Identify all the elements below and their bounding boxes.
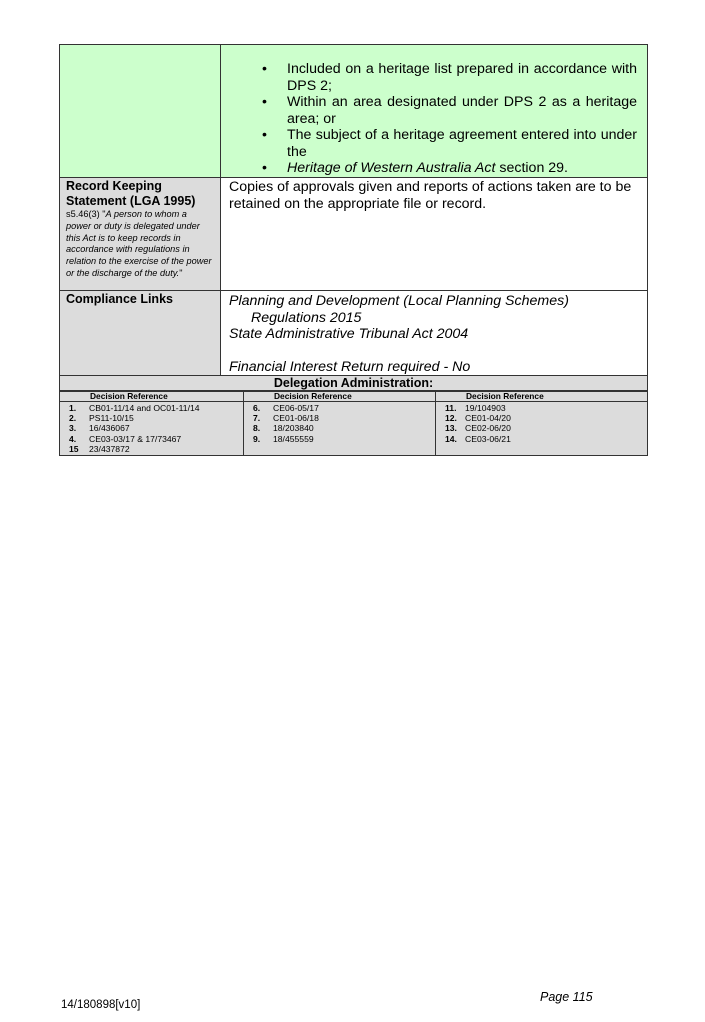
record-keeping-heading: Record Keeping Statement (LGA 1995) bbox=[66, 179, 196, 208]
reference-row bbox=[436, 413, 647, 423]
act-name: Heritage of Western Australia Act bbox=[287, 160, 496, 176]
reference-column-3 bbox=[436, 392, 648, 456]
reference-column-2 bbox=[244, 392, 436, 456]
bullet-item: • Heritage of Western Australia Act section 29. bbox=[262, 160, 568, 176]
record-keeping-section: s5.46(3) "A person to whom a power or duty is delegated under this Act is to keep records in accordance with regulations in relation to the exercise of the power or the discharge of the duty." bbox=[66, 209, 212, 278]
reference-row bbox=[436, 423, 647, 433]
bullet-icon: • bbox=[262, 160, 267, 176]
reference-number: 3. bbox=[69, 423, 77, 434]
bullet-icon: • bbox=[262, 127, 267, 143]
heritage-left-cell bbox=[60, 45, 221, 178]
bullet-icon: • bbox=[262, 94, 267, 110]
delegation-admin-heading: Delegation Administration: bbox=[59, 376, 648, 391]
heritage-bullet-list bbox=[221, 45, 647, 177]
reference-row bbox=[60, 413, 243, 423]
compliance-heading: Compliance Links bbox=[66, 292, 173, 306]
reference-number: 1. bbox=[69, 403, 77, 413]
reference-list bbox=[244, 402, 435, 445]
decision-reference-table bbox=[59, 391, 648, 456]
reference-value: CE01-06/18 bbox=[273, 413, 319, 424]
reference-number: 9. bbox=[253, 433, 261, 444]
reference-row bbox=[244, 423, 435, 433]
reference-row bbox=[244, 434, 435, 444]
reference-value: 16/436067 bbox=[89, 423, 130, 434]
reference-number: 4. bbox=[69, 433, 77, 444]
column-title: Decision Reference bbox=[244, 392, 435, 402]
reference-value: PS11-10/15 bbox=[89, 413, 134, 424]
reference-value: CB01-11/14 and OC01-11/14 bbox=[89, 403, 200, 413]
reference-number: 6. bbox=[253, 403, 261, 413]
reference-number: 7. bbox=[253, 413, 261, 424]
reference-list bbox=[436, 402, 647, 445]
reference-row bbox=[60, 434, 243, 444]
bullet-icon: • bbox=[262, 61, 267, 77]
reference-number: 14. bbox=[445, 433, 457, 444]
reference-row bbox=[244, 403, 435, 413]
record-keeping-label-cell bbox=[60, 178, 221, 291]
record-keeping-text: Copies of approvals given and reports of actions taken are to be retained on the appropriate file or record. bbox=[229, 179, 632, 212]
reference-number: 11. bbox=[445, 403, 457, 413]
reference-number: 13. bbox=[445, 423, 457, 434]
compliance-links: Planning and Development (Local Planning Schemes) Regulations 2015 State Administrative Tribunal Act 2004 Financial Interest Return required - No bbox=[229, 293, 569, 375]
heritage-bullets-cell bbox=[221, 45, 648, 178]
bullet-item: • The subject of a heritage agreement entered into under the bbox=[262, 127, 637, 160]
compliance-links-cell bbox=[221, 291, 648, 376]
reference-value: CE03-06/21 bbox=[465, 433, 511, 444]
reference-value: 19/104903 bbox=[465, 403, 506, 413]
document-reference: 14/180898[v10] bbox=[61, 999, 141, 1011]
reference-row bbox=[244, 413, 435, 423]
column-title: Decision Reference bbox=[60, 392, 243, 402]
reference-value: 18/203840 bbox=[273, 423, 314, 434]
reference-row bbox=[60, 444, 243, 454]
reference-number: 8. bbox=[253, 423, 261, 434]
delegation-document bbox=[59, 44, 648, 456]
reference-row bbox=[60, 423, 243, 433]
delegation-table bbox=[59, 44, 648, 376]
column-title: Decision Reference bbox=[436, 392, 647, 402]
reference-value: CE03-03/17 & 17/73467 bbox=[89, 433, 182, 444]
reference-row bbox=[436, 403, 647, 413]
reference-value: CE02-06/20 bbox=[465, 423, 511, 434]
reference-value: 23/437872 bbox=[89, 443, 130, 454]
reference-number: 12. bbox=[445, 413, 457, 424]
reference-row bbox=[60, 403, 243, 413]
reference-number: 15 bbox=[69, 443, 79, 454]
page-number: Page 115 bbox=[540, 990, 593, 1004]
record-keeping-text-cell bbox=[221, 178, 648, 291]
reference-column-1 bbox=[60, 392, 244, 456]
reference-value: 18/455559 bbox=[273, 433, 314, 444]
bullet-item: • Included on a heritage list prepared in accordance with DPS 2; bbox=[262, 61, 637, 94]
reference-row bbox=[436, 434, 647, 444]
reference-list bbox=[60, 402, 243, 455]
bullet-item: • Within an area designated under DPS 2 as a heritage area; or bbox=[262, 94, 637, 127]
compliance-label-cell bbox=[60, 291, 221, 376]
reference-value: CE06-05/17 bbox=[273, 403, 319, 413]
reference-number: 2. bbox=[69, 413, 77, 424]
reference-value: CE01-04/20 bbox=[465, 413, 511, 424]
